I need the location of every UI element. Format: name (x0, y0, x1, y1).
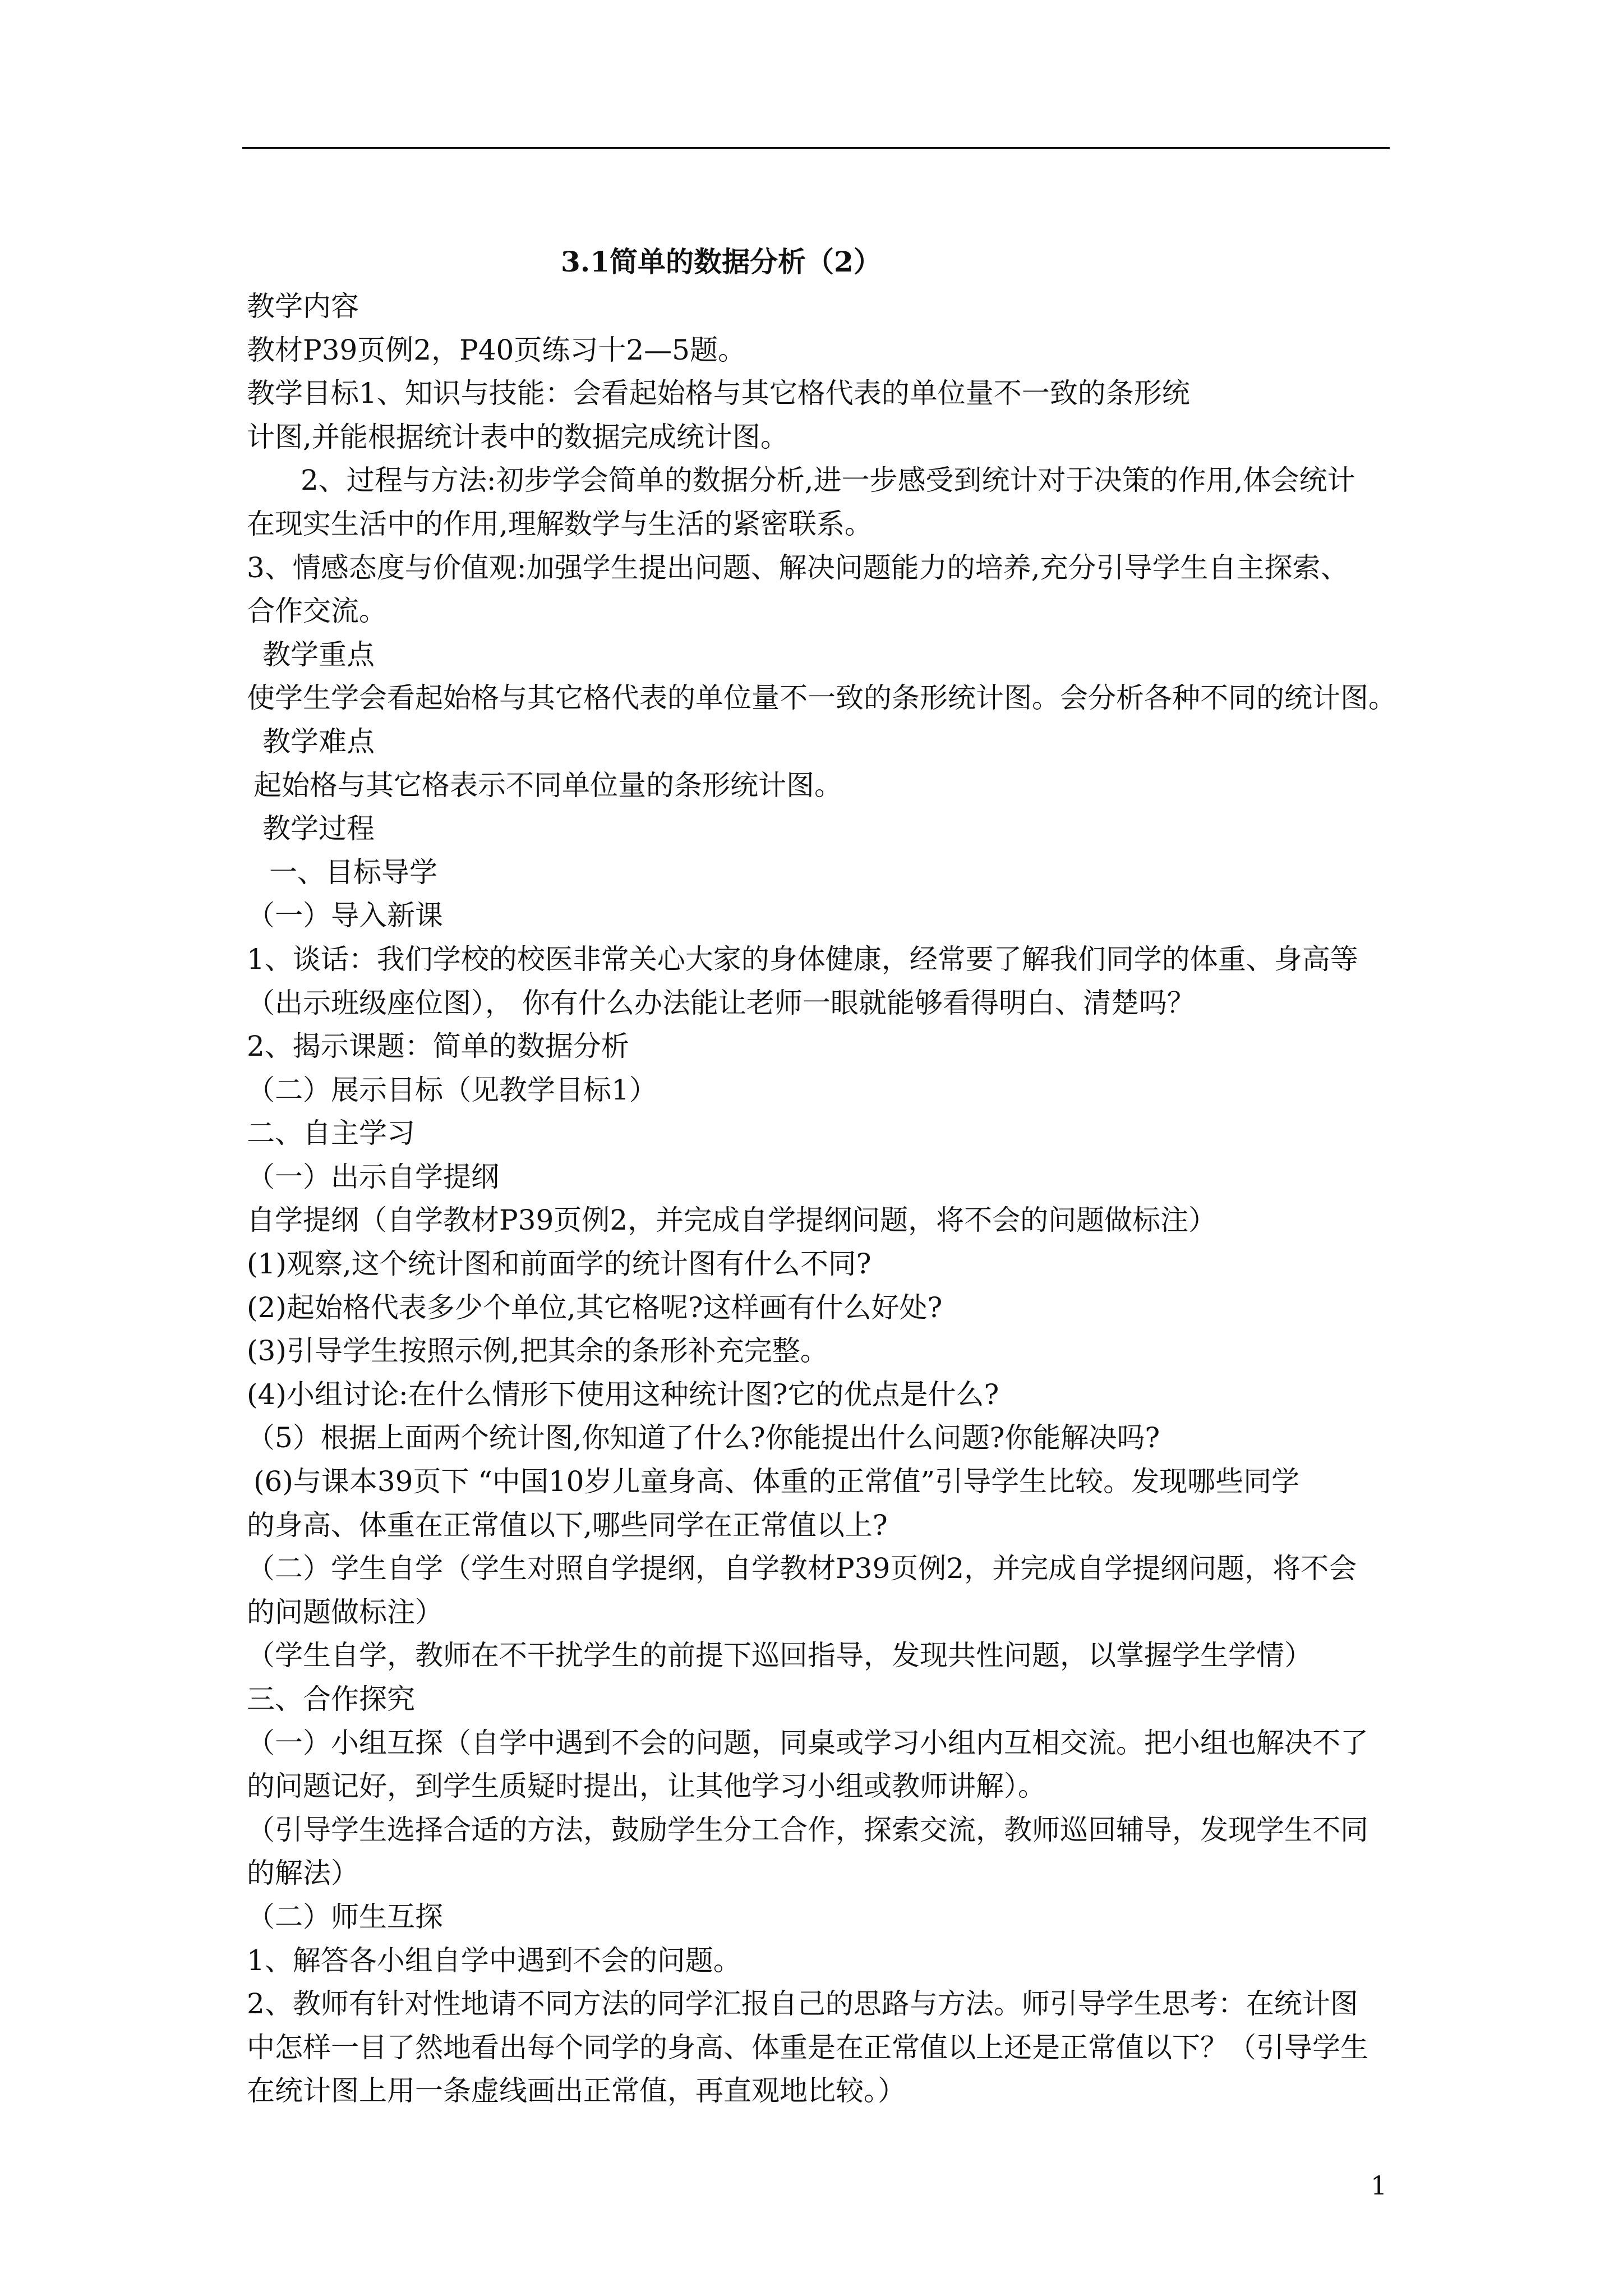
paragraph-line: (2)起始格代表多少个单位,其它格呢?这样画有什么好处? (247, 1291, 943, 1324)
paragraph-line: 的解法） (247, 1857, 359, 1890)
paragraph-line: （一）出示自学提纲 (247, 1160, 499, 1193)
document-body (247, 285, 1402, 2113)
page-number: 1 (1371, 2170, 1387, 2201)
paragraph-line: (6)与课本39页下 “中国10岁儿童身高、体重的正常值”引导学生比较。发现哪些同学 (253, 1465, 1300, 1498)
paragraph-line: 教学目标1、知识与技能：会看起始格与其它格代表的单位量不一致的条形统 (247, 377, 1190, 410)
paragraph-line: 教学内容 (247, 290, 359, 323)
paragraph-line: 1、解答各小组自学中遇到不会的问题。 (247, 1944, 741, 1977)
paragraph-line: 一、目标导学 (269, 855, 437, 889)
paragraph-line: 二、自主学习 (247, 1117, 415, 1150)
document-title: 3.1简单的数据分析（2） (561, 245, 882, 278)
header-rule (242, 147, 1390, 149)
paragraph-line: 的问题记好，到学生质疑时提出，让其他学习小组或教师讲解）。 (247, 1770, 1046, 1803)
paragraph-line: 在统计图上用一条虚线画出正常值，再直观地比较。） (247, 2074, 906, 2108)
paragraph-line: （二）师生互探 (247, 1900, 443, 1933)
paragraph-line: 在现实生活中的作用,理解数学与生活的紧密联系。 (247, 507, 873, 540)
paragraph-line: （出示班级座位图）， 你有什么办法能让老师一眼就能够看得明白、清楚吗？ (247, 986, 1195, 1019)
paragraph-line: 的问题做标注） (247, 1595, 443, 1628)
paragraph-line: （一）小组互探（自学中遇到不会的问题，同桌或学习小组内互相交流。把小组也解决不了 (247, 1726, 1368, 1759)
paragraph-line: 2、过程与方法:初步学会简单的数据分析,进一步感受到统计对于决策的作用,体会统计 (301, 464, 1355, 497)
paragraph-line: 2、教师有针对性地请不同方法的同学汇报自己的思路与方法。师引导学生思考：在统计图 (247, 1987, 1358, 2021)
paragraph-line: 的身高、体重在正常值以下,哪些同学在正常值以上? (247, 1508, 888, 1542)
paragraph-line: 教学重点 (262, 638, 375, 671)
paragraph-line: （5）根据上面两个统计图,你知道了什么?你能提出什么问题?你能解决吗? (247, 1421, 1160, 1455)
paragraph-line: (1)观察,这个统计图和前面学的统计图有什么不同? (247, 1248, 872, 1281)
paragraph-line: 3、情感态度与价值观:加强学生提出问题、解决问题能力的培养,充分引导学生自主探索、 (247, 551, 1349, 584)
paragraph-line: 三、合作探究 (247, 1683, 415, 1715)
paragraph-line: 教学过程 (262, 812, 375, 845)
paragraph-line: 中怎样一目了然地看出每个同学的身高、体重是在正常值以上还是正常值以下？（引导学生 (247, 2031, 1368, 2064)
paragraph-line: 计图,并能根据统计表中的数据完成统计图。 (247, 420, 789, 453)
paragraph-line: 2、揭示课题：简单的数据分析 (247, 1030, 629, 1063)
paragraph-line: 合作交流。 (247, 595, 387, 628)
paragraph-line: 教材P39页例2，P40页练习十2—5题。 (247, 333, 746, 366)
paragraph-line: (3)引导学生按照示例,把其余的条形补充完整。 (247, 1335, 828, 1368)
paragraph-line: 1、谈话：我们学校的校医非常关心大家的身体健康，经常要了解我们同学的体重、身高等 (247, 942, 1358, 976)
paragraph-line: （二）展示目标（见教学目标1） (247, 1073, 657, 1106)
paragraph-line: 教学难点 (262, 725, 375, 758)
paragraph-line: 使学生学会看起始格与其它格代表的单位量不一致的条形统计图。会分析各种不同的统计图。 (247, 682, 1396, 715)
paragraph-line: （引导学生选择合适的方法，鼓励学生分工合作，探索交流，教师巡回辅导，发现学生不同 (247, 1813, 1368, 1846)
paragraph-line: (4)小组讨论:在什么情形下使用这种统计图?它的优点是什么? (247, 1378, 999, 1411)
paragraph-line: 自学提纲（自学教材P39页例2，并完成自学提纲问题，将不会的问题做标注） (247, 1204, 1217, 1237)
paragraph-line: （二）学生自学（学生对照自学提纲，自学教材P39页例2，并完成自学提纲问题，将不会 (247, 1552, 1357, 1585)
paragraph-line: （学生自学，教师在不干扰学生的前提下巡回指导，发现共性问题，以掌握学生学情） (247, 1639, 1312, 1672)
paragraph-line: 起始格与其它格表示不同单位量的条形统计图。 (253, 769, 842, 802)
paragraph-line: （一）导入新课 (247, 899, 443, 932)
